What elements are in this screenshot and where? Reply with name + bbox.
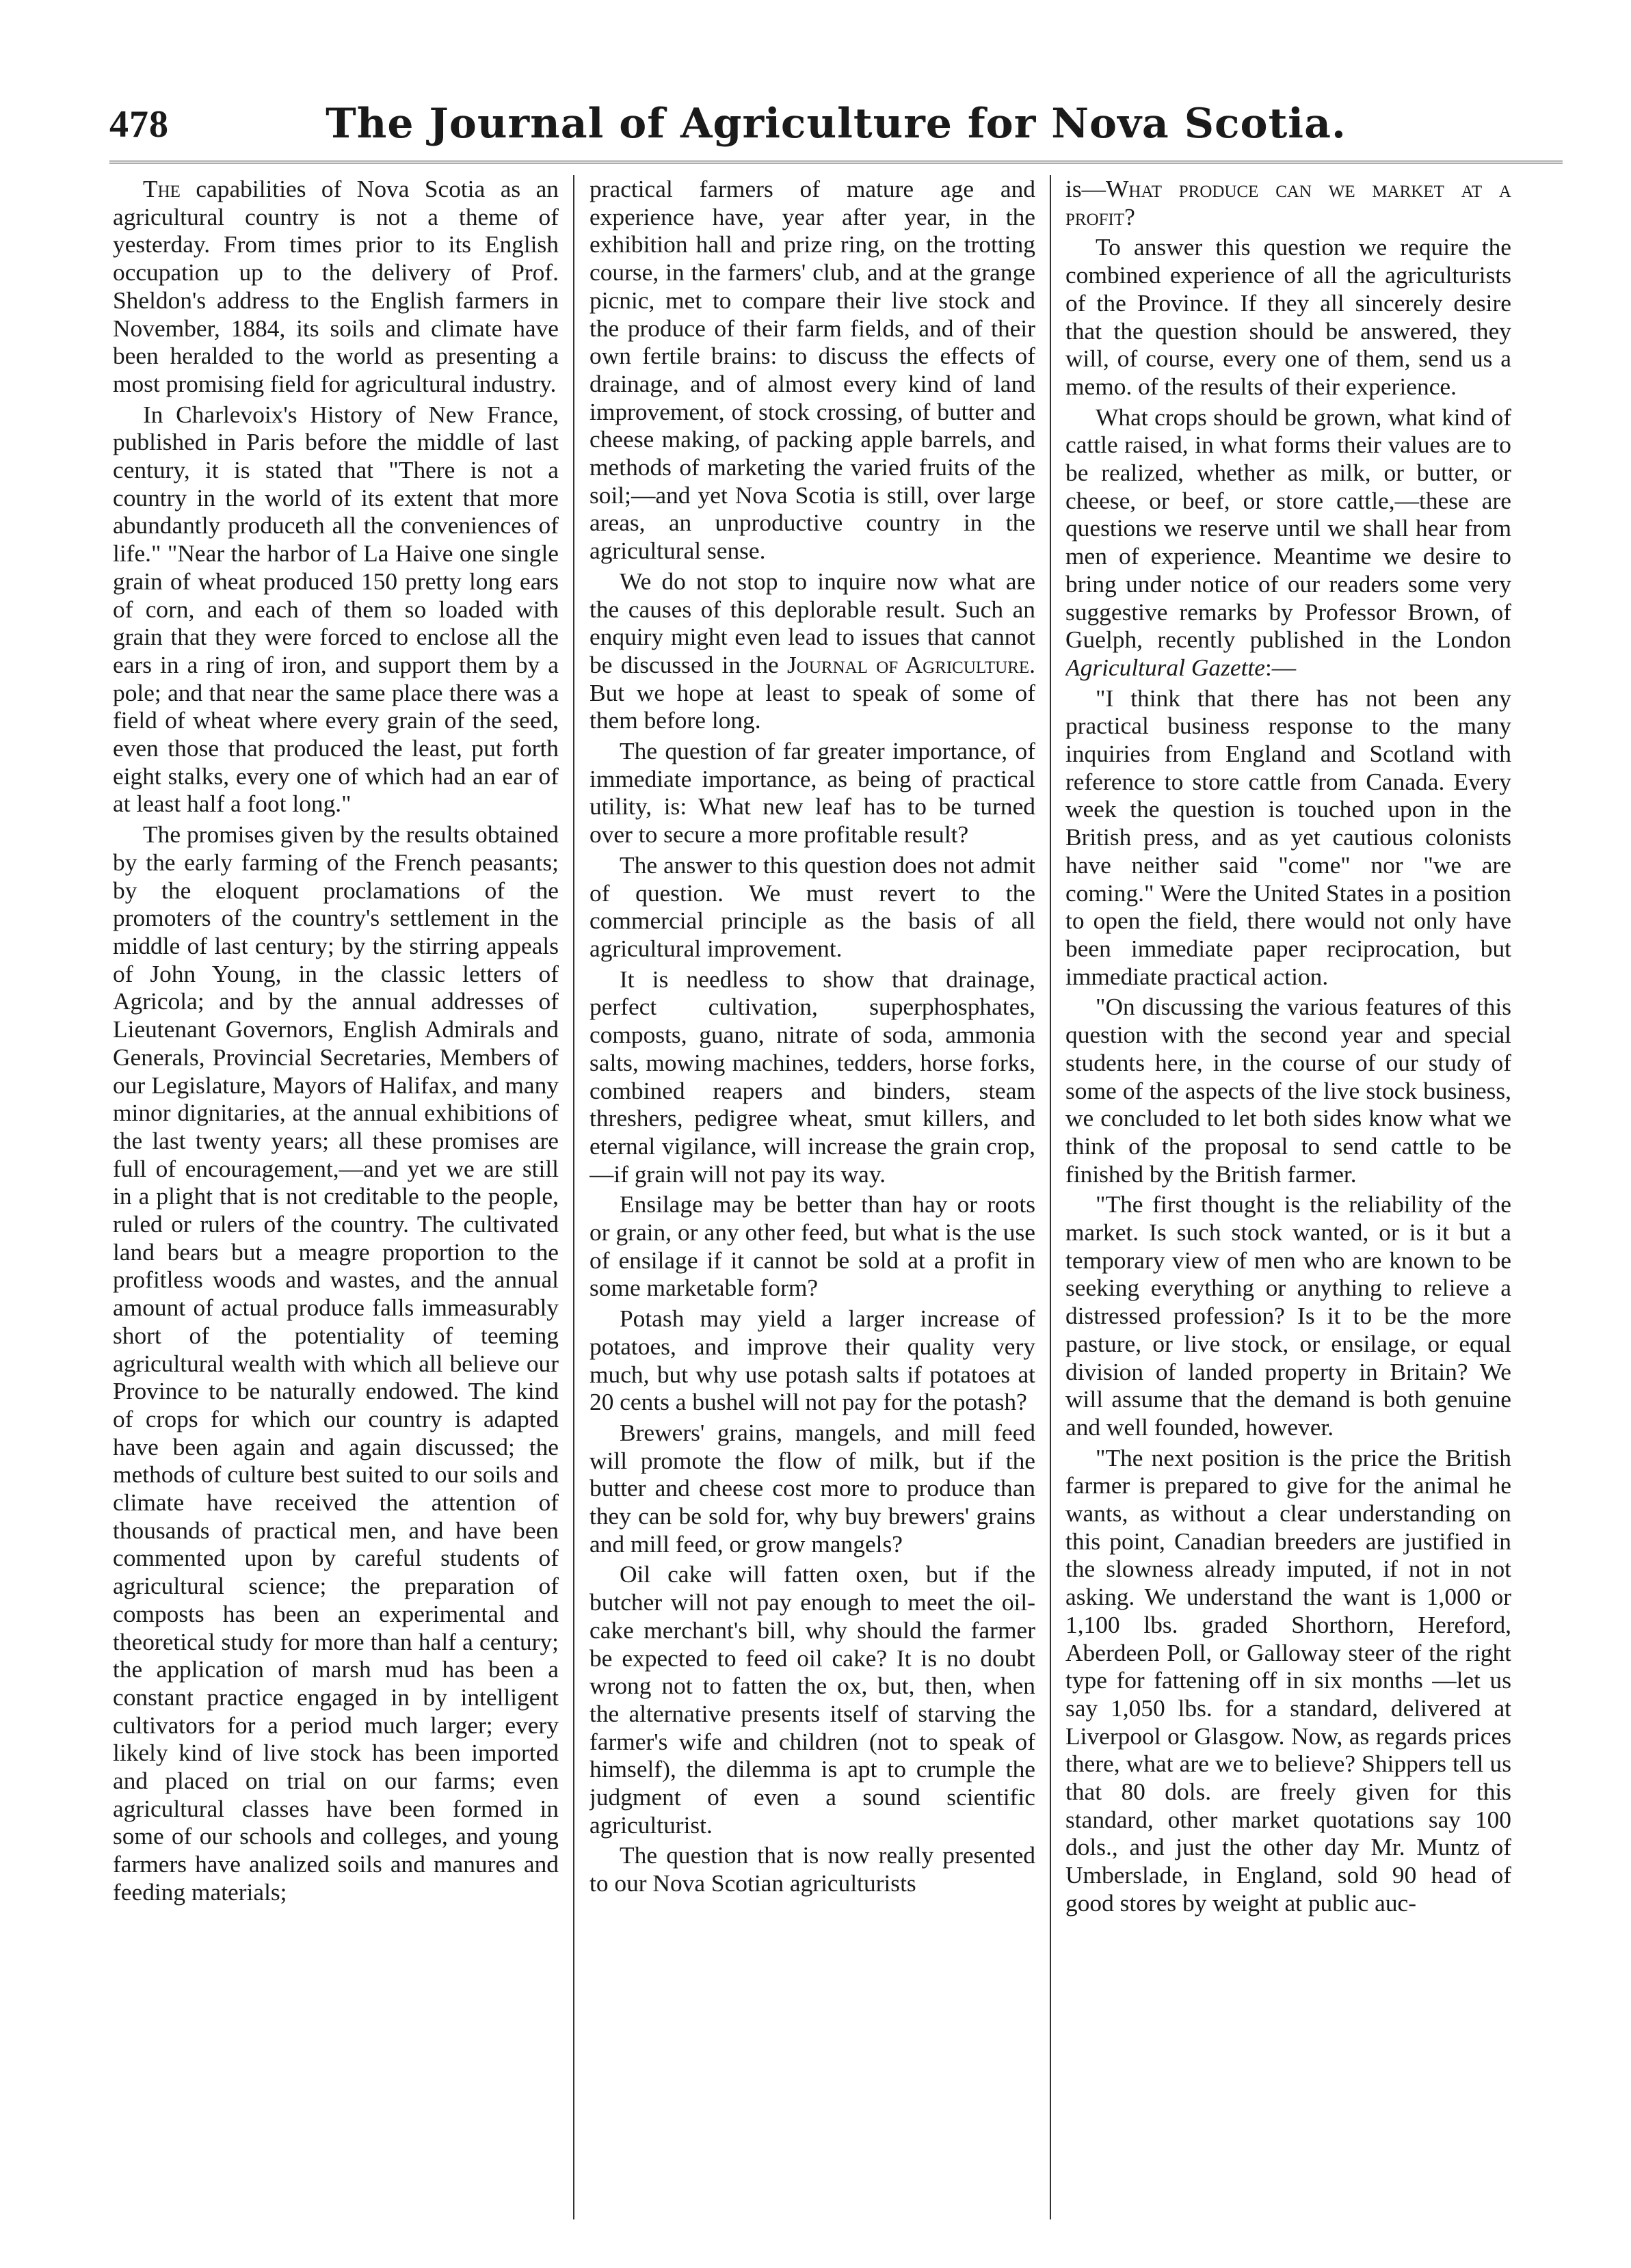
paragraph	[1065, 403, 1511, 682]
paragraph-text: . But we hope at least to speak of some of them before long.	[589, 650, 1035, 734]
paragraph: Potash may yield a larger increase of potatoes, and improve their quality very much, but why use potash salts if potatoes at 20 cents a bushel will not pay for the potash?	[589, 1305, 1035, 1416]
paragraph	[1065, 175, 1511, 230]
paragraph: Oil cake will fatten oxen, but if the butcher will not pay enough to meet the oil-cake merchant's bill, why should the farmer be expected to feed oil cake? It is no doubt wrong not to fatten the ox, but, then, when the alternative presents itself of starving the farmer's wife and children (not to speak of himself), the dilemma is apt to crumple the judgment of even a sound scientific agriculturist.	[589, 1560, 1035, 1839]
column-2	[589, 175, 1035, 2219]
header-rule	[109, 161, 1563, 163]
lead-word: The	[143, 175, 181, 202]
page-header	[109, 100, 1563, 164]
paragraph: The answer to this question does not admit of question. We must revert to the commercial principle as the basis of all agricultural improvement.	[589, 851, 1035, 962]
paragraph: The question that is now really presented to our Nova Scotian agriculturists	[589, 1841, 1035, 1897]
column-divider-2	[1050, 175, 1051, 2219]
paragraph: "The first thought is the reliability of the market. Is such stock wanted, or is it but a temporary view of men who are known to be seeking everything or anything to relieve a distressed profession? Is it to be the more pasture, or live stock, or ensilage, or equal division of landed property in Britain? We will assume that the demand is both genuine and well founded, however.	[1065, 1190, 1511, 1441]
paragraph: To answer this question we require the combined experience of all the agriculturists of the Province. If they all sincerely desire that the question should be answered, they will, of course, every one of them, send us a memo. of the results of their experience.	[1065, 233, 1511, 400]
paragraph: Ensilage may be better than hay or roots or grain, or any other feed, but what is the use of ensilage if it cannot be sold at a profit in some marketable form?	[589, 1190, 1035, 1302]
paragraph: practical farmers of mature age and experience have, year after year, in the exhibition hall and prize ring, on the trotting course, in the farmers' club, and at the grange picnic, met to compare their live stock and the produce of their farm fields, and of their own fertile brains: to discuss the effects of drainage, and of almost every kind of land improvement, of stock crossing, of butter and cheese making, of packing apple barrels, and methods of marketing the varied fruits of the soil;—and yet Nova Scotia is still, over large areas, an unproductive country in the agricultural sense.	[589, 175, 1035, 565]
paragraph	[589, 568, 1035, 734]
column-1	[113, 175, 559, 2219]
column-divider-1	[573, 175, 574, 2219]
page-number: 478	[109, 103, 169, 146]
column-3	[1065, 175, 1511, 2219]
running-title: The Journal of Agriculture for Nova Scotia.	[326, 100, 1347, 148]
paragraph-text: What crops should be grown, what kind of cattle raised, in what forms their values are to be realized, whether as milk, or butter, or cheese, or beef, or store cattle,—these are questions we reserve until we shall hear from men of experience. Meantime we desire to bring under notice of our readers some very suggestive remarks by Professor Brown, of Guelph, recently published in the London	[1065, 403, 1511, 654]
paragraph-text: capabilities of Nova Scotia as an agricultural country is not a theme of yesterday. From times prior to its English occupation up to the delivery of Prof. Sheldon's address to the English farmers in November, 1884, its soils and climate have been heralded to the world as presenting a most promising field for agricultural industry.	[113, 175, 559, 397]
paragraph: In Charlevoix's History of New France, published in Paris before the middle of last century, it is stated that "There is not a country in the world of its extent that more abundantly produceth all the conveniences of life." "Near the harbor of La Haive one single grain of wheat produced 150 pretty long ears of corn, and each of them so loaded with grain that they were forced to enclose all the ears in a ring of iron, and support them by a pole; and that near the same place there was a field of wheat where every grain of the seed, even those that produced the least, put forth eight stalks, every one of which had an ear of at least half a foot long."	[113, 400, 559, 818]
paragraph	[113, 175, 559, 398]
paragraph: Brewers' grains, mangels, and mill feed will promote the flow of milk, but if the butter and cheese cost more to produce than they can be sold for, why buy brewers' grains and mill feed, or grow mangels?	[589, 1418, 1035, 1558]
paragraph: The promises given by the results obtained by the early farming of the French peasants; by the eloquent proclamations of the promoters of the country's settlement in the middle of last century; by the stirring appeals of John Young, in the classic letters of Agricola; and by the annual addresses of Lieutenant Governors, English Admirals and Generals, Provincial Secretaries, Members of our Legislature, Mayors of Halifax, and many minor dignitaries, at the annual exhibitions of the last twenty years; all these promises are full of encouragement,—and yet we are still in a plight that is not creditable to the people, ruled or rulers of the country. The cultivated land bears but a meagre proportion to the profitless woods and wastes, and the annual amount of actual produce falls immeasurably short of the potentiality of teeming agricultural wealth with which all believe our Province to be naturally endowed. The kind of crops for which our country is adapted have been again and again discussed; the methods of culture best suited to our soils and climate have received the attention of thousands of practical men, and have been commented upon by careful students of agricultural science; the preparation of composts has been an experimental and theoretical study for more than half a century; the application of marsh mud has been a constant practice engaged in by intelligent cultivators for a period much larger; every likely kind of live stock has been imported and placed on trial on our farms; even agricultural classes have been formed in some of our schools and colleges, and young farmers have analized soils and manures and feeding materials;	[113, 821, 559, 1906]
paragraph: It is needless to show that drainage, perfect cultivation, superphosphates, composts, guano, nitrate of soda, ammonia salts, mowing machines, tedders, horse forks, combined reapers and binders, steam threshers, pedigree wheat, smut killers, and eternal vigilance, will increase the grain crop,—if grain will not pay its way.	[589, 965, 1035, 1188]
paragraph: "The next position is the price the British farmer is prepared to give for the animal he wants, as without a clear understanding on this point, Canadian breeders are justified in the slowness already imputed, if not in not asking. We understand the want is 1,000 or 1,100 lbs. graded Shorthorn, Hereford, Aberdeen Poll, or Galloway steer of the right type for fattening off in six months —let us say 1,050 lbs. for a standard, delivered at Liverpool or Glasgow. Now, as regards prices there, what are we to believe? Shippers tell us that 80 dols. are freely given for this standard, other market quotations say 100 dols., and just the other day Mr. Muntz of Umberslade, in England, sold 90 head of good stores by weight at public auc-	[1065, 1443, 1511, 1917]
paragraph-text: :—	[1264, 653, 1297, 681]
paragraph-text: is—	[1065, 175, 1106, 202]
key-question: What produce can we market at a profit?	[1065, 175, 1511, 230]
paragraph: The question of far greater importance, of immediate importance, as being of practical utility, is: What new leaf has to be turned over to secure a more profitable result?	[589, 737, 1035, 849]
paragraph: "On discussing the various features of this question with the second year and special students here, in the course of our study of some of the aspects of the live stock business, we concluded to let both sides know what we think of the proposal to send cattle to be finished by the British farmer.	[1065, 993, 1511, 1188]
publication-name: Agricultural Gazette	[1065, 653, 1265, 681]
journal-name: Journal of Agriculture	[787, 650, 1030, 678]
paragraph: "I think that there has not been any practical business response to the many inquiries from England and Scotland with reference to store cattle from Canada. Every week the question is touched upon in the British press, and as yet cautious colonists have neither said "come" nor "we are coming." Were the United States in a position to open the field, there would not only have been immediate paper reciprocation, but immediate practical action.	[1065, 684, 1511, 990]
paragraph-text: We do not stop to inquire now what are the causes of this deplorable result. Such an enquiry might even lead to issues that cannot be discussed in the	[589, 567, 1035, 678]
